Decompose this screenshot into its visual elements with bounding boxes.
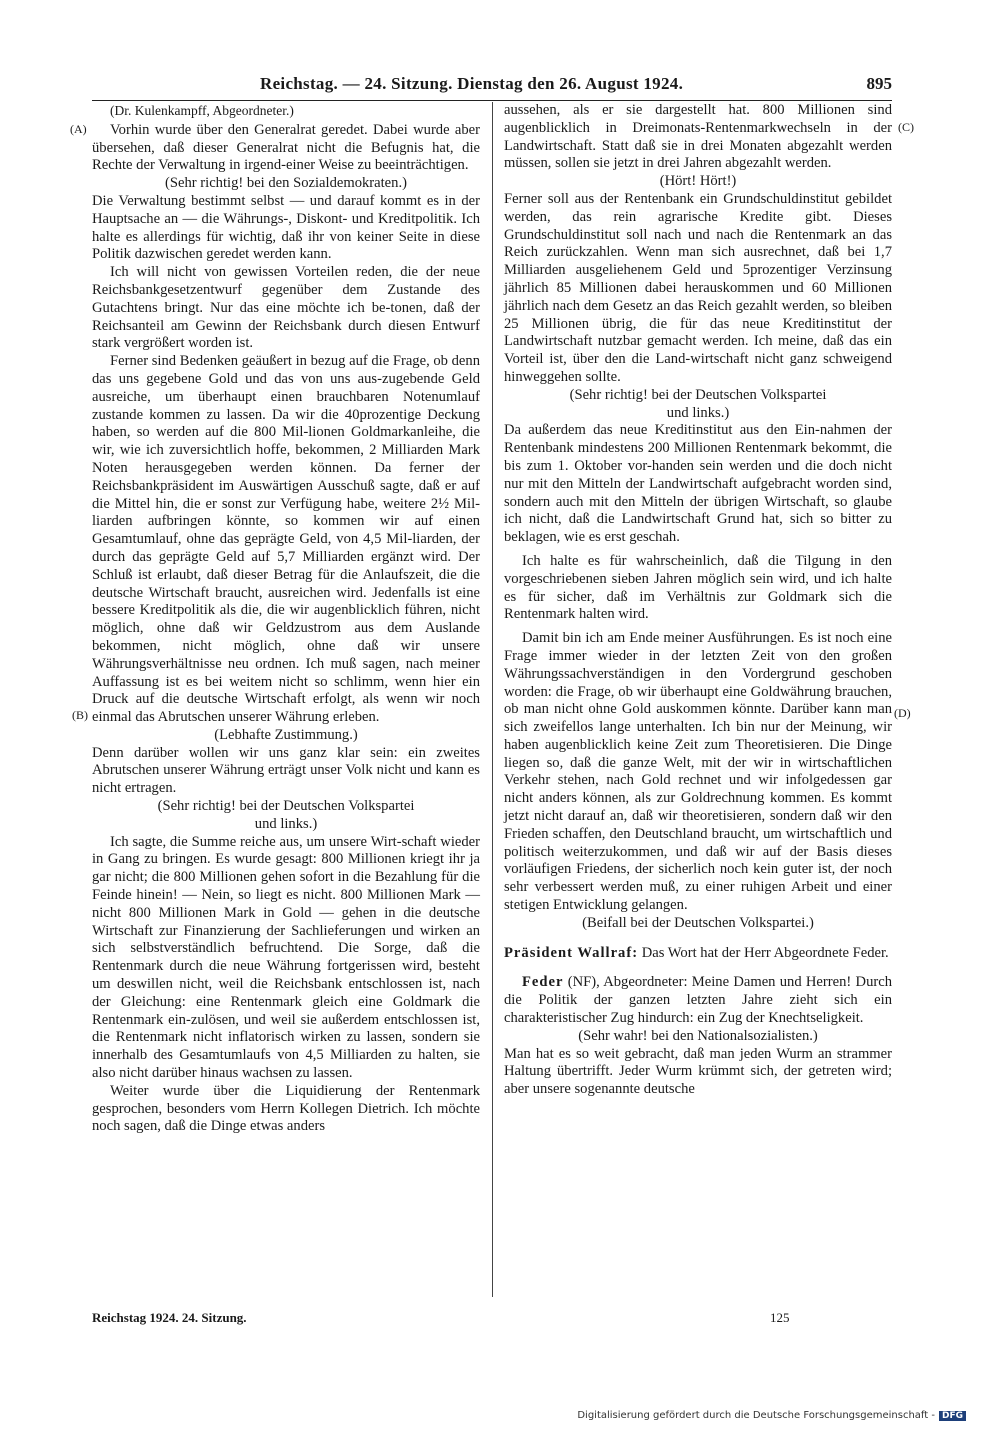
paragraph: Man hat es so weit gebracht, daß man jeden Wurm an strammer Haltung übertrifft. Jeder Wurm krümmt sich, der getreten wird; aber unsere sogenannte deutsche [504,1045,892,1098]
speaker-name: Präsident Wallraf: [504,944,639,961]
interjection: (Sehr richtig! bei der Deutschen Volkspartei [157,798,415,815]
margin-marker-c: (C) [898,120,914,134]
interjection: (Hört! Hört!) [659,173,737,190]
paragraph: Ferner sind Bedenken geäußert in bezug auf die Frage, ob denn das uns gegebene Gold und das von uns aus-zugebende Geld ausreiche, um überhaupt einen brauchbaren Notenumlauf zustande kommen zu lassen. Da wir die 40prozentige Deckung haben, so werden auf die 800 Mil-lionen Goldmarkanleihe, die wir, wie ich zuversichtlich hoffe, bekommen, 2 Milliarden Mark Noten herausgegeben werden können. Da ferner der Reichsbankpräsident im Auswärtigen Ausschuß sagte, daß er auf die Mittel hin, die er sonst zur Verfügung habe, weitere 2½ Mil-liarden aufbringen könnte, so kommen wir auf einen Gesamtumlauf, ohne das geprägte Geld, von 4,5 Mil-liarden, der durch das geprägte Geld auf 5,7 Milliarden ergänzt wird. Der Schluß ist erlaubt, daß dieser Betrag für die Anlaufszeit, die die deutsche Wirtschaft braucht, ausreichen wird. Jedenfalls ist eine bessere Kreditpolitik als die, die wir augenblicklich führen, nicht möglich, ohne daß wir Geldzustrom aus dem Auslande bekommen, nicht möglich, ohne daß wir unsere Währungsverhältnisse neu ordnen. Ich muß sagen, nach meiner Auffassung ist es bei weitem nicht so schlimm, wenn hier ein Druck auf die deutsche Wirtschaft erfolgt, als wenn wir noch einmal das Abrutschen unserer Währung erleben. [92,353,480,726]
speech-intro [504,945,892,963]
paragraph: Die Verwaltung bestimmt selbst — und darauf kommt es in der Hauptsache an — die Währungs-, Diskont- und Kreditpolitik. Ich halte es allerdings für wichtig, daß ihr von keiner Seite in diese Politik dazwischen geredet werden kann. [92,192,480,263]
interjection: (Sehr richtig! bei den Sozialdemokraten.) [165,175,407,192]
paragraph: Damit bin ich am Ende meiner Ausführungen. Es ist noch eine Frage immer wieder in der letzten Zeit von den großen Währungssachverständigen in den Vordergrund geschoben worden: die Frage, ob wir überhaupt eine Goldwährung brauchen, ob man nicht ohne Gold auskommen könnte. Darüber kann man sich zweifellos lange unterhalten. Ich bin nur der Meinung, wir haben augenblicklich keine Zeit zum Theoretisieren. Die Dinge liegen so, daß die ganze Welt, mit der wir in wirtschaftlichen Verkehr stehen, nach Gold rechnet und wir infolgedessen gar nicht anders können, als zur Goldrechnung kommen. Es kommt jetzt nicht darauf an, daß wir theoretisieren, sondern daß wir den Frieden schaffen, den Deutschland braucht, um wirtschaftlich und politisch weiterzukommen, und daß wir auf der Basis dieses vorläufigen Friedens, der sicherlich noch kein guter ist, der noch sehr verbessert werden muß, zu einer ruhigen Arbeit und einer stetigen Entwicklung gelangen. [504,630,892,914]
interjection: (Beifall bei der Deutschen Volkspartei.) [582,914,814,931]
interjection: (Sehr richtig! bei der Deutschen Volkspartei [569,386,827,403]
margin-marker-a: (A) [70,122,87,136]
paragraph: Ich sagte, die Summe reiche aus, um unsere Wirt-schaft wieder in Gang zu bringen. Es wurde gesagt: 800 Millionen kriegt ihr ja gar nicht; die 800 Millionen gehen sofort in die Bezahlung für die Feinde hinein! — Nein, so liegt es nicht. 800 Millionen Mark — nicht 800 Millionen Mark in Gold — gehen in die deutsche Wirtschaft zur Finanzierung der Sachlieferungen und wirken an sich selbstverständlich befruchtend. Die Sorge, daß die Rentenmark durch die neue Währung fortgerissen wird, besteht um deswillen nicht, weil die Reichsbank entschlossen ist, nach der Gleichung: eine Rentenmark gleich eine Goldmark die Rentenmark ein-zulösen, und weil sie außerdem entschlossen ist, die Rentenmark nicht inflatorisch wirken zu lassen, sondern sie innerhalb des Gesamtumlaufs von 4,5 Milliarden zu halten, sie also nicht darüber hinaus wachsen zu lassen. [92,833,480,1082]
footer-signature: Reichstag 1924. 24. Sitzung. [92,1310,247,1325]
paragraph: Da außerdem das neue Kreditinstitut aus den Ein-nahmen der Rentenbank mindestens 200 Millionen Rentenmark bekommt, die bis zum 1. Oktober vor-handen sein werden und die doch nicht nur mit den Mitteln der Landwirtschaft aufgebracht worden sind, sondern auch mit den Mitteln der übrigen Wirtschaft, so glaube ich nicht, daß die Landwirtschaft Grund hat, sich so bitter zu beklagen, wie es erst geschah. [504,422,892,546]
speaker-name: Feder [522,974,564,991]
paragraph: Weiter wurde über die Liquidierung der Rentenmark gesprochen, besonders vom Herrn Kollegen Dietrich. Ich möchte noch sagen, daß die Dinge etwas anders [92,1082,480,1135]
footer-sheet-number: 125 [770,1310,790,1325]
column-divider [492,102,493,1297]
dfg-logo: DFG [939,1411,966,1421]
margin-marker-b: (B) [72,708,88,722]
right-column [504,102,892,1302]
speech-intro [504,974,892,1027]
speech-text: (NF), Abgeordneter: Meine Damen und Herren! Durch die Politik der ganzen letzten Jahre zieht sich ein charakteristischer Zug hindurch: ein Zug der Knechtseligkeit. [504,974,892,1027]
page-number: 895 [866,74,892,93]
left-column [92,102,480,1302]
paragraph: aussehen, als er sie dargestellt hat. 800 Millionen sind augenblicklich in Dreimonats-Rentenmarkwechseln in der Landwirtschaft. Statt daß sie in drei Monaten abgezahlt werden müssen, sollen sie jetzt in drei Jahren abgezahlt werden. [504,102,892,172]
interjection: und links.) [254,815,318,832]
paragraph: Vorhin wurde über den Generalrat geredet. Dabei wurde aber übersehen, daß dieser Generalrat nicht die Befugnis hat, die Rechte der Verwaltung in irgend-einer Weise zu beeinträchtigen. [92,121,480,174]
interjection: (Lebhafte Zustimmung.) [214,726,358,743]
speech-text: Das Wort hat der Herr Abgeordnete Feder. [638,944,889,961]
interjection: und links.) [666,404,730,421]
speaker-heading: (Dr. Kulenkampff, Abgeordneter.) [110,103,294,118]
interjection: (Sehr wahr! bei den Nationalsozialisten.) [578,1027,818,1044]
paragraph: Ich halte es für wahrscheinlich, daß die Tilgung in den vorgeschriebenen sieben Jahren möglich sein wird, und ich halte es für sicher, daß im Verhältnis zur Goldmark sich die Rentenmark halten wird. [504,552,892,623]
margin-marker-d: (D) [894,706,911,720]
running-title: Reichstag. — 24. Sitzung. Dienstag den 26. August 1924. [260,74,684,93]
paragraph: Ferner soll aus der Rentenbank ein Grundschuldinstitut gebildet werden, das rein agrarische Kredite gibt. Dieses Grundschuldinstitut soll nach und nach die Rentenmark an das Reich zurückzahlen. Wenn man sich ausrechnet, daß bei 1,7 Milliarden ausgeliehenem Geld und 5prozentiger Verzinsung jährlich 85 Millionen dabei herauskommen und 60 Millionen jährlich nach dem Gesetz an das Reich gezahlt werden, so bleiben 25 Millionen übrig, die für das neue Kreditinstitut der Landwirtschaft nutzbar gemacht werden. Ich meine, daß das ein Vorteil ist, über den die Land-wirtschaft nicht ganz schweigend hinweggehen sollte. [504,190,892,385]
digitization-note [577,1410,966,1421]
page-header [92,72,892,101]
paragraph: Ich will nicht von gewissen Vorteilen reden, die der neue Reichsbankgesetzentwurf gegenüber dem Zustande des Gutachtens bringt. Nur das eine möchte ich be-tonen, daß der Reichsanteil am Gewinn der Reichsbank durch diesen Entwurf stark vergrößert worden ist. [92,264,480,352]
paragraph: Denn darüber wollen wir uns ganz klar sein: ein zweites Abrutschen unserer Währung erträgt unser Volk nicht und kann es nicht ertragen. [92,744,480,797]
digitization-text: Digitalisierung gefördert durch die Deutsche Forschungsgemeinschaft - [577,1410,935,1421]
